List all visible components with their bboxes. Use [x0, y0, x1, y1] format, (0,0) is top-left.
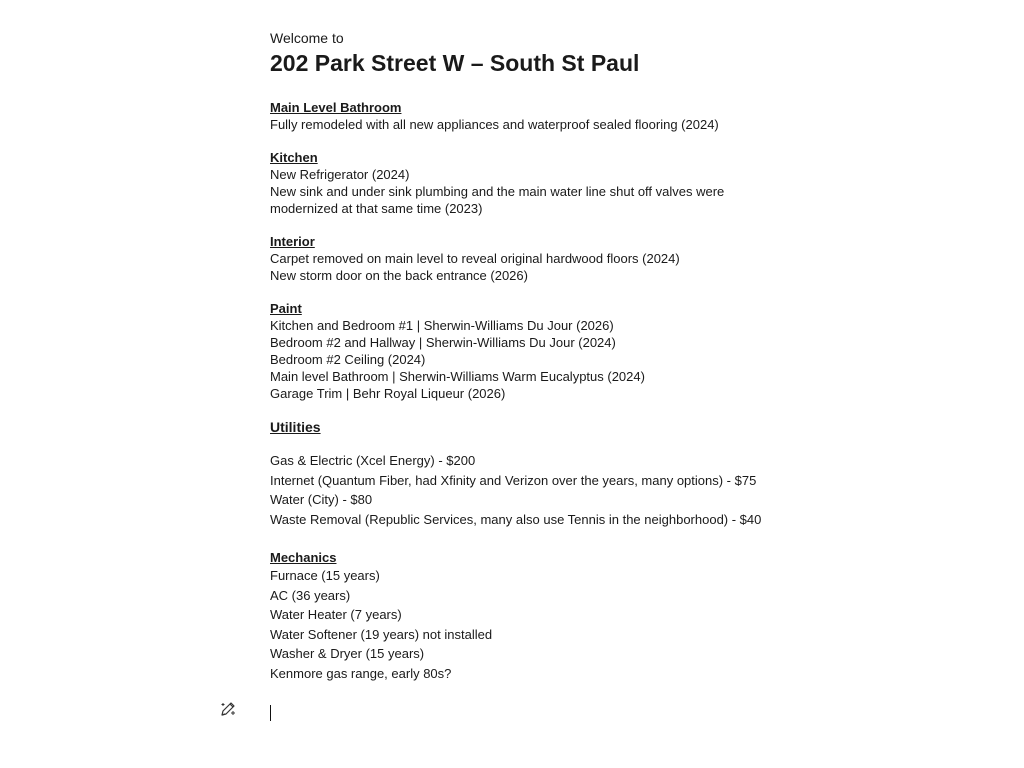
section-main-level-bathroom [270, 99, 890, 133]
text-line: Main level Bathroom | Sherwin-Williams Warm Eucalyptus (2024) [270, 369, 645, 384]
text-line: Washer & Dryer (15 years) [270, 646, 425, 661]
section-heading: Paint [270, 301, 302, 316]
text-line: Garage Trim | Behr Royal Liqueur (2026) [270, 386, 506, 401]
text-line: Water Softener (19 years) not installed [270, 626, 493, 642]
text-line: Kenmore gas range, early 80s? [270, 665, 452, 681]
section-paint [270, 300, 890, 402]
text-line: Water Heater (7 years) [270, 607, 402, 622]
section-heading: Main Level Bathroom [270, 100, 402, 115]
text-line: AC (36 years) [270, 587, 351, 603]
text-cursor [270, 705, 271, 721]
text-line: Water (City) - $80 [270, 492, 373, 507]
section-heading: Interior [270, 234, 315, 249]
text-line: Furnace (15 years) [270, 568, 380, 583]
text-line: Internet (Quantum Fiber, had Xfinity and Verizon over the years, many options) - $75 [270, 472, 757, 488]
text-line: modernized at that same time (2023) [270, 201, 483, 216]
welcome-text: Welcome to [270, 30, 344, 46]
section-heading: Kitchen [270, 150, 318, 165]
section-mechanics [270, 549, 890, 683]
document-title: 202 Park Street W – South St Paul [270, 50, 640, 76]
text-line: Fully remodeled with all new appliances and waterproof sealed flooring (2024) [270, 117, 719, 132]
text-line: New storm door on the back entrance (2026) [270, 268, 528, 283]
text-line: New Refrigerator (2024) [270, 167, 410, 182]
text-line: Kitchen and Bedroom #1 | Sherwin-Williams Du Jour (2026) [270, 318, 614, 333]
text-line: Carpet removed on main level to reveal original hardwood floors (2024) [270, 251, 680, 266]
text-line: Bedroom #2 and Hallway | Sherwin-Williams Du Jour (2024) [270, 335, 616, 350]
section-heading: Utilities [270, 419, 321, 435]
section-interior [270, 233, 890, 284]
section-heading: Mechanics [270, 550, 337, 565]
text-line: Waste Removal (Republic Services, many also use Tennis in the neighborhood) - $40 [270, 511, 762, 527]
section-kitchen [270, 149, 890, 217]
text-line: Gas & Electric (Xcel Energy) - $200 [270, 453, 476, 468]
text-line: Bedroom #2 Ceiling (2024) [270, 352, 426, 367]
utilities-list [270, 451, 890, 529]
section-utilities [270, 419, 890, 529]
text-line: New sink and under sink plumbing and the main water line shut off valves were [270, 184, 725, 199]
document-body [270, 30, 890, 683]
pencil-sparkle-icon[interactable] [219, 700, 237, 718]
